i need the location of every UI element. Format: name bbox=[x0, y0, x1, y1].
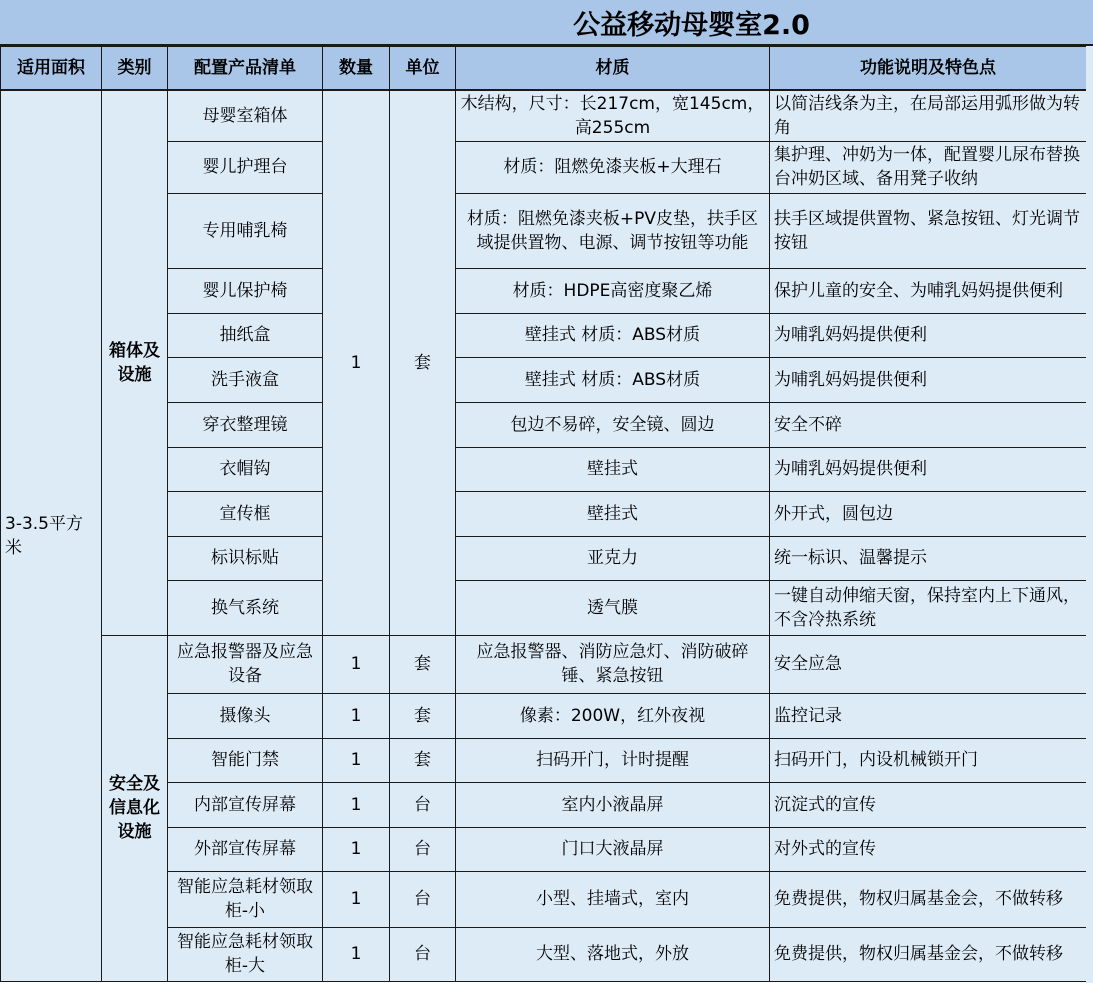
product-cell[interactable]: 内部宣传屏幕 bbox=[168, 782, 323, 827]
product-cell[interactable]: 标识标贴 bbox=[168, 536, 323, 580]
product-table bbox=[0, 46, 1087, 982]
product-cell[interactable]: 应急报警器及应急设备 bbox=[168, 635, 323, 693]
feature-cell[interactable]: 为哺乳妈妈提供便利 bbox=[770, 357, 1087, 402]
material-cell[interactable]: 亚克力 bbox=[456, 536, 770, 580]
feature-cell[interactable]: 一键自动伸缩天窗，保持室内上下通风，不含冷热系统 bbox=[770, 580, 1087, 635]
title-bar bbox=[0, 0, 1093, 46]
feature-cell[interactable]: 扫码开门，内设机械锁开门 bbox=[770, 738, 1087, 782]
header-cell[interactable]: 材质 bbox=[456, 47, 770, 91]
header-row bbox=[1, 47, 1087, 91]
product-cell[interactable]: 婴儿保护椅 bbox=[168, 268, 323, 313]
unit-cell[interactable]: 套 bbox=[390, 738, 456, 782]
feature-cell[interactable]: 监控记录 bbox=[770, 693, 1087, 738]
material-cell[interactable]: 壁挂式 材质：ABS材质 bbox=[456, 357, 770, 402]
feature-cell[interactable]: 安全不碎 bbox=[770, 402, 1087, 447]
qty-cell[interactable]: 1 bbox=[323, 782, 390, 827]
feature-cell[interactable]: 外开式，圆包边 bbox=[770, 491, 1087, 536]
unit-cell[interactable]: 套 bbox=[390, 693, 456, 738]
table-row bbox=[1, 90, 1087, 141]
product-cell[interactable]: 衣帽钩 bbox=[168, 447, 323, 491]
material-cell[interactable]: 像素：200W，红外夜视 bbox=[456, 693, 770, 738]
header-cell[interactable]: 单位 bbox=[390, 47, 456, 91]
product-cell[interactable]: 洗手液盒 bbox=[168, 357, 323, 402]
material-cell[interactable]: 应急报警器、消防应急灯、消防破碎锤、紧急按钮 bbox=[456, 635, 770, 693]
material-cell[interactable]: 包边不易碎，安全镜、圆边 bbox=[456, 402, 770, 447]
feature-cell[interactable]: 免费提供，物权归属基金会，不做转移 bbox=[770, 927, 1087, 981]
product-cell[interactable]: 母婴室箱体 bbox=[168, 90, 323, 141]
material-cell[interactable]: 木结构，尺寸：长217cm，宽145cm，高255cm bbox=[456, 90, 770, 141]
table-row bbox=[1, 635, 1087, 693]
header-cell[interactable]: 配置产品清单 bbox=[168, 47, 323, 91]
product-cell[interactable]: 专用哺乳椅 bbox=[168, 193, 323, 268]
feature-cell[interactable]: 对外式的宣传 bbox=[770, 827, 1087, 871]
feature-cell[interactable]: 为哺乳妈妈提供便利 bbox=[770, 447, 1087, 491]
product-cell[interactable]: 智能应急耗材领取柜-小 bbox=[168, 871, 323, 927]
header-cell[interactable]: 适用面积 bbox=[1, 47, 102, 91]
grid-edge bbox=[1086, 46, 1093, 983]
material-cell[interactable]: 壁挂式 材质：ABS材质 bbox=[456, 313, 770, 357]
qty-cell[interactable]: 1 bbox=[323, 693, 390, 738]
area-cell[interactable]: 3-3.5平方米 bbox=[1, 90, 102, 981]
qty-cell[interactable]: 1 bbox=[323, 871, 390, 927]
product-cell[interactable]: 外部宣传屏幕 bbox=[168, 827, 323, 871]
material-cell[interactable]: 透气膜 bbox=[456, 580, 770, 635]
sheet-title: 公益移动母婴室2.0 bbox=[573, 9, 810, 41]
feature-cell[interactable]: 沉淀式的宣传 bbox=[770, 782, 1087, 827]
product-cell[interactable]: 婴儿护理台 bbox=[168, 141, 323, 193]
material-cell[interactable]: 材质：HDPE高密度聚乙烯 bbox=[456, 268, 770, 313]
feature-cell[interactable]: 统一标识、温馨提示 bbox=[770, 536, 1087, 580]
product-cell[interactable]: 换气系统 bbox=[168, 580, 323, 635]
header-cell[interactable]: 功能说明及特色点 bbox=[770, 47, 1087, 91]
feature-cell[interactable]: 为哺乳妈妈提供便利 bbox=[770, 313, 1087, 357]
qty-cell[interactable]: 1 bbox=[323, 90, 390, 635]
unit-cell[interactable]: 套 bbox=[390, 90, 456, 635]
material-cell[interactable]: 壁挂式 bbox=[456, 447, 770, 491]
unit-cell[interactable]: 台 bbox=[390, 927, 456, 981]
feature-cell[interactable]: 免费提供，物权归属基金会，不做转移 bbox=[770, 871, 1087, 927]
qty-cell[interactable]: 1 bbox=[323, 635, 390, 693]
feature-cell[interactable]: 保护儿童的安全、为哺乳妈妈提供便利 bbox=[770, 268, 1087, 313]
material-cell[interactable]: 大型、落地式，外放 bbox=[456, 927, 770, 981]
header-cell[interactable]: 类别 bbox=[102, 47, 168, 91]
product-cell[interactable]: 抽纸盒 bbox=[168, 313, 323, 357]
material-cell[interactable]: 扫码开门，计时提醒 bbox=[456, 738, 770, 782]
unit-cell[interactable]: 套 bbox=[390, 635, 456, 693]
qty-cell[interactable]: 1 bbox=[323, 827, 390, 871]
qty-cell[interactable]: 1 bbox=[323, 738, 390, 782]
qty-cell[interactable]: 1 bbox=[323, 927, 390, 981]
product-cell[interactable]: 宣传框 bbox=[168, 491, 323, 536]
category-cell[interactable]: 箱体及设施 bbox=[102, 90, 168, 635]
feature-cell[interactable]: 集护理、冲奶为一体，配置婴儿尿布替换台冲奶区域、备用凳子收纳 bbox=[770, 141, 1087, 193]
material-cell[interactable]: 门口大液晶屏 bbox=[456, 827, 770, 871]
feature-cell[interactable]: 安全应急 bbox=[770, 635, 1087, 693]
material-cell[interactable]: 材质：阻燃免漆夹板+大理石 bbox=[456, 141, 770, 193]
unit-cell[interactable]: 台 bbox=[390, 782, 456, 827]
header-cell[interactable]: 数量 bbox=[323, 47, 390, 91]
unit-cell[interactable]: 台 bbox=[390, 827, 456, 871]
feature-cell[interactable]: 以简洁线条为主，在局部运用弧形做为转角 bbox=[770, 90, 1087, 141]
product-cell[interactable]: 穿衣整理镜 bbox=[168, 402, 323, 447]
category-cell[interactable]: 安全及信息化设施 bbox=[102, 635, 168, 981]
material-cell[interactable]: 材质：阻燃免漆夹板+PV皮垫，扶手区域提供置物、电源、调节按钮等功能 bbox=[456, 193, 770, 268]
material-cell[interactable]: 室内小液晶屏 bbox=[456, 782, 770, 827]
product-cell[interactable]: 智能应急耗材领取柜-大 bbox=[168, 927, 323, 981]
product-cell[interactable]: 智能门禁 bbox=[168, 738, 323, 782]
material-cell[interactable]: 小型、挂墙式，室内 bbox=[456, 871, 770, 927]
product-cell[interactable]: 摄像头 bbox=[168, 693, 323, 738]
feature-cell[interactable]: 扶手区域提供置物、紧急按钮、灯光调节按钮 bbox=[770, 193, 1087, 268]
unit-cell[interactable]: 台 bbox=[390, 871, 456, 927]
material-cell[interactable]: 壁挂式 bbox=[456, 491, 770, 536]
